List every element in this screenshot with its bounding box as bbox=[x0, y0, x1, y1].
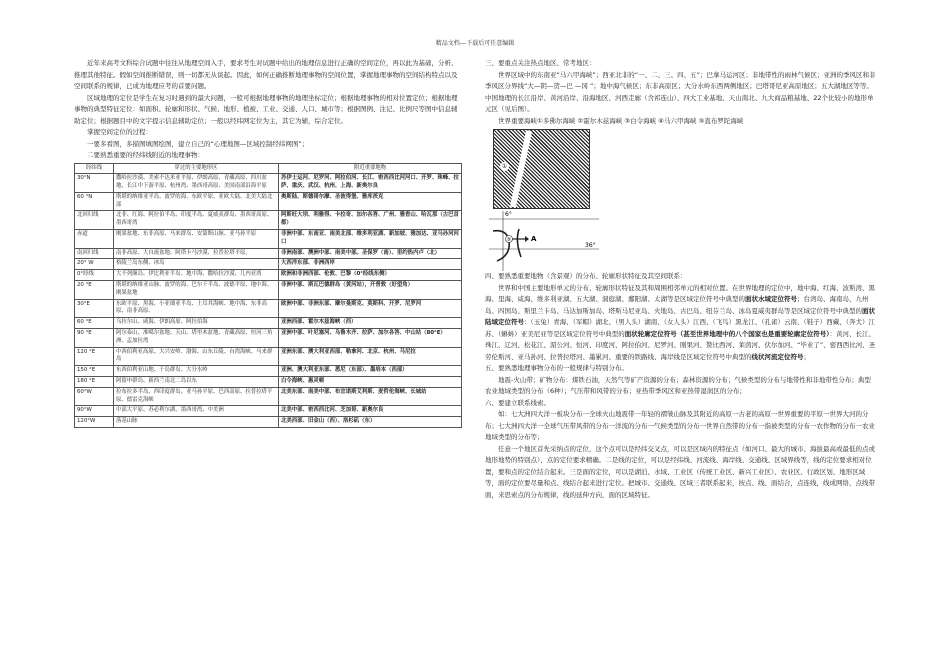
table-cell-lon: 南回归线 bbox=[75, 248, 114, 259]
table-row bbox=[75, 406, 462, 417]
table-row bbox=[75, 192, 462, 211]
table-cell-terrain: 大不列颠岛、伊比利亚半岛、地中海、撒哈拉沙漠、几内亚湾 bbox=[114, 270, 279, 281]
table-header-features: 附近重要地物 bbox=[279, 163, 462, 174]
table-cell-lon: 180 °E bbox=[75, 377, 114, 388]
table-cell-lon: 120 °E bbox=[75, 347, 114, 366]
table-cell-lon: 90 °E bbox=[75, 329, 114, 348]
table-cell-lon: 90°W bbox=[75, 406, 114, 417]
section-3-paragraph: 世界区域中的东南亚“马六甲海峡”；西亚北非的“一、二、三、四、五”；巴拿马运河区；非地带性的雨林气候区；亚洲的季风区和非季风区分界线“大—阴—贺—巴 —冈 ”；地中海气候区；东非高原区；大分水岭东西两侧地区；巴塔哥尼亚高原地区；五大湖地区等等。 中国地理的长江沿岸、黄河沿岸、沿海地区、河西走廊（含祁连山）、四大工业基地、天山南北、九大商品粮基地、22个比较小的地形单元区（见后图）。 bbox=[485, 70, 876, 113]
table-cell-features: 非洲南部、澳洲中部、南美中部。圣保罗（南）、里约热内卢（北） bbox=[279, 248, 462, 259]
table-row bbox=[75, 417, 462, 428]
table-cell-features: 亚洲、澳大利亚东部、悉尼（东部）、墨培本（西部） bbox=[279, 366, 462, 377]
table-row bbox=[75, 366, 462, 377]
table-header-row bbox=[75, 163, 462, 174]
table-cell-features: 阿斯旺大坝、利雅得、卡拉奇、加尔各答、广州、雅香山、哈瓦那（古巴首都） bbox=[279, 211, 462, 230]
table-cell-terrain: 东欧平原、黑海、小亚细亚半岛、土耳其海峡、地中海、东非高原、南非高原、 bbox=[114, 299, 279, 318]
table-cell-features: 欧洲中部、非洲东部、摩尔曼斯克、莫斯科、开罗、尼罗河 bbox=[279, 299, 462, 318]
table-cell-features: 亚洲东部、澳大利亚西部、勒拿河、北京、杭州、马尼拉 bbox=[279, 347, 462, 366]
gibraltar-map bbox=[489, 211, 599, 271]
table-cell-lon: 150 °E bbox=[75, 366, 114, 377]
table-row bbox=[75, 329, 462, 348]
table-row bbox=[75, 299, 462, 318]
strait-map bbox=[493, 129, 590, 209]
table-cell-terrain: 南非高原、大自流盆地、阿塔卡马沙漠、拉普拉塔平原。 bbox=[114, 248, 279, 259]
land-hatch bbox=[494, 130, 589, 208]
table-cell-terrain: 落基山脉 bbox=[114, 417, 279, 428]
strait-caption: 世界重要海峡①多佛尔海峡 ②霍尔木兹海峡 ③白令海峡 ④马六甲海峡 ⑤直布罗陀海峡 bbox=[498, 116, 744, 125]
table-row bbox=[75, 347, 462, 366]
table-header-lon: 经纬线 bbox=[75, 163, 114, 174]
table-cell-lon: 赤道 bbox=[75, 230, 114, 249]
table-row bbox=[75, 230, 462, 249]
table-cell-features: 奥斯陆、斯德哥尔摩、圣彼得堡、雅库茨克 bbox=[279, 192, 462, 211]
table-cell-terrain: 斯堪的纳维亚半岛、波罗的海、东欧平原、亚欧大陆、北美大陆北部 bbox=[114, 192, 279, 211]
s4-text-1: 世界和中国主要地形单元的分布、轮廓形状特征及其和周围相邻单元的相对位置。在世界地理的定位中，地中海、红海、波斯湾、黑海、里海、咸海、维多利亚湖、五大湖、洞庭湖、鄱阳湖、太湖等是区域定位符号中典型的 bbox=[485, 283, 875, 303]
s4-bold-4: 线状河流定位符号 bbox=[751, 352, 804, 361]
table-cell-terrain: 乌拉尔山、咸海、伊朗高原、阿拉伯海 bbox=[114, 318, 279, 329]
s4-text-2: ；台湾岛、海南岛、九州岛、四国岛、斯里兰卡岛、马达加斯加岛、塔斯马尼亚岛、火地岛、古巴岛、纽芬兰岛、冰岛夏威夷群岛等是区域定位符号中典型的 bbox=[485, 295, 869, 315]
table-cell-terrain: 北非、红海、阿拉伯半岛、印度半岛、夏威夷群岛、墨西哥高原、墨西哥湾 bbox=[114, 211, 279, 230]
map2-deg-2: 36° bbox=[585, 242, 596, 249]
lat-lon-table bbox=[74, 163, 462, 429]
table-cell-lon: 30°N bbox=[75, 174, 114, 193]
step-1: 一要多看图，多描图填图绘图，建立自己的“心理地图—区域控制经纬网图”； bbox=[87, 139, 309, 148]
section-6-paragraph-2: 任意一个地区首先采纳点的定位，这个点可以是经纬交叉点，可以是区域内的特征点（如河口、最大的城市、海拔最高或最低的点或地形地势的特别点），点的定位要求精确。二是线的定位，可以是经纬线、河流线、海岸线、交通线、区域界线等，线的定位要求相对位置，要和点的定位结合起来。三是面的定位，可以是湖泊、水域、工业区（传统工业区、新兴工业区）、农业区、行政区划、地形区域等，面的定位要尽量和点、线结合起来进行定位。把城市、交通线、区域三者联系起来，按点、线、面结合，点连线，线成网络，点线带面，来思索点的分布规律，线的延伸方向，面的区域特征。 bbox=[485, 444, 875, 499]
table-row bbox=[75, 211, 462, 230]
table-row bbox=[75, 174, 462, 193]
table-cell-lon: 北回归线 bbox=[75, 211, 114, 230]
table-row bbox=[75, 387, 462, 406]
intro-paragraph-1: 近年来高考文科综合试题中往往从地理空间入手，要求考生对试题中给出的地理信息进行正确的空间定位，再以此为基础，分析、推理其他特征。假如空间推断错误，则一切都无从谈起。因此，如何正确推断地理事物的空间位置，掌握地理事物的空间结构特点以及空间联系的规律，已成为地理应考的首要问题。 bbox=[74, 59, 458, 90]
table-row bbox=[75, 259, 462, 270]
table-cell-lon: 20 °E bbox=[75, 281, 114, 300]
table-cell-features: 苏伊士运河、尼罗河、阿拉伯河、长江、密西西比河河口、开罗、珠峰、拉萨、重庆、武汉、杭州、上海、新奥尔良 bbox=[279, 174, 462, 193]
table-cell-terrain: 中西伯利亚高原、大兴安岭、渤海、山东丘陵、台湾海峡、马来群岛 bbox=[114, 347, 279, 366]
table-row bbox=[75, 318, 462, 329]
table-cell-lon: 60°W bbox=[75, 387, 114, 406]
s4-text-3: ：（玉兔）青海、（军帽）湖北、（男人头）湖南、（女人头）江西、（飞鸟）黑龙江、（孔雀）云南、（鞋子）西藏、（奔犬）江苏、（蝌蚪）亚美尼亚等是区域定位符号中典型的 bbox=[485, 318, 875, 338]
table-cell-lon: 120°W bbox=[75, 417, 114, 428]
arrow-a-head bbox=[525, 236, 529, 242]
table-cell-terrain: 刚果盆地、东非高原、马来群岛、安第斯山脉、亚马孙平原 bbox=[114, 230, 279, 249]
table-cell-terrain: 斯堪的纳维亚山脉、波罗的海、巴尔干半岛、波德平原、地中海、刚果盆地 bbox=[114, 281, 279, 300]
header-note: 精品文档---下载后可任意编辑 bbox=[435, 40, 515, 47]
section-4-title: 四、要熟悉重要地物（含景观）的分布、轮廓形状特征及其空间联系： bbox=[485, 272, 687, 280]
section-5-paragraph: 地震-火山带；矿物分布：煤铁石油，天然气等矿产资源的分布；森林资源的分布；气候类型的分布与地带性和非地带性分布；典型农业地域类型的分布（6种）；气压带和风带的分布；亚热带季风区和亚热带湿润区的分布； bbox=[485, 375, 871, 395]
table-row bbox=[75, 248, 462, 259]
section-6-paragraph-1: 如：七大洲四大洋一板块分布一全球火山地震带一年轻的褶皱山脉及其附近的高原一古老的高原一世界重要的平原一世界大河的分布；七大洲四大洋一全球气压带风带的分布一洋流的分布一气候类型的分布一世界自然带的分布一指被类型的分布一农作物的分布一农业地域类型的分布等； bbox=[485, 410, 875, 441]
step-2: 二要熟悉重要的经纬线附近的地理事物： bbox=[87, 151, 204, 159]
table-cell-features: 大西洋东部、非洲西岸 bbox=[279, 259, 462, 270]
table-cell-terrain: 撒哈拉沙漠、美索不达米亚平原、伊朗高原、青藏高原、四川盆地、长江中下游平原、杭州湾、墨西哥高原、美国南部沿海平原 bbox=[114, 174, 279, 193]
table-cell-lon: 20° W bbox=[75, 259, 114, 270]
s4-text-5: ； bbox=[803, 352, 810, 361]
table-cell-lon: 60 °N bbox=[75, 192, 114, 211]
section-4-paragraph bbox=[485, 283, 877, 364]
s4-text-4: ：黄河、长江、珠江、辽河、松花江、湄公河、恒河、印度河、阿拉伯河、尼罗河、刚果河、赞比西河、莱茵河、伏尔加河、“毕业了”、密西西比河、圣劳伦斯河、亚马孙河、拉普拉塔河、墨累河、重要的铁路线、海岸线是区域定位符号中典型的 bbox=[485, 329, 876, 361]
current-arrow-2 bbox=[517, 229, 521, 257]
s4-bold-2: 面状陆域定位符号 bbox=[485, 306, 875, 326]
table-cell-features: 北美西部、旧金山（西）、洛杉矶（东） bbox=[279, 417, 462, 428]
left-column bbox=[74, 58, 462, 428]
table-cell-features: 白令海峡、惠灵顿 bbox=[279, 377, 462, 388]
right-column bbox=[485, 58, 877, 501]
table-cell-terrain: 东西伯利亚山地、千岛群岛、大分水岭 bbox=[114, 366, 279, 377]
table-header-terrain: 穿过的主要地形区 bbox=[114, 163, 279, 174]
table-row bbox=[75, 281, 462, 300]
table-cell-lon: 60 °E bbox=[75, 318, 114, 329]
table-cell-terrain: 拉布拉多半岛、西印度群岛、亚马孙平原、巴西高原、拉普拉塔平原、德雷克海峡 bbox=[114, 387, 279, 406]
map2-circle-label: ⑤ bbox=[506, 237, 512, 243]
s4-bold-3: 面状轮廓定位符号（甚至世界地理中的八个国家也是重要轮廓定位符号） bbox=[624, 329, 830, 338]
table-cell-features: 亚洲中部、叶尼塞河、乌鲁木齐、拉萨、加尔各答、中山站（80°E） bbox=[279, 329, 462, 348]
table-cell-lon: 30°E bbox=[75, 299, 114, 318]
strait-label-1: ① bbox=[501, 163, 508, 170]
table-cell-terrain: 中部大平原、苏必利尔湖、墨西哥湾、中美洲 bbox=[114, 406, 279, 417]
table-cell-terrain: 阿尔泰山、准噶尔盆地、天山、塔里木盆地、青藏高原、恒河三角洲、孟加拉湾 bbox=[114, 329, 279, 348]
section-3-title: 三、要重点关注热点地区、常考地区： bbox=[485, 59, 596, 67]
method-title: 掌握空间定位的过程： bbox=[87, 128, 152, 136]
table-cell-features: 非洲中部、东南亚、南美北部、维多利亚湖、新加坡、雅加达、亚马孙河河口 bbox=[279, 230, 462, 249]
table-row bbox=[75, 377, 462, 388]
table-cell-lon: 0°经线 bbox=[75, 270, 114, 281]
map2-deg-1: 6° bbox=[505, 211, 512, 218]
s4-bold-1: 面状水域定位符号 bbox=[745, 295, 797, 303]
map2-letter: A bbox=[531, 235, 537, 243]
table-cell-features: 北美中部、密西西比河、芝加哥、新奥尔良 bbox=[279, 406, 462, 417]
current-arrow-1 bbox=[493, 231, 512, 261]
table-cell-features: 亚洲西部、霍尔木兹海峡（西） bbox=[279, 318, 462, 329]
section-5-title: 五、要熟悉地理事物分布的一般规律与特别分布。 bbox=[485, 364, 628, 372]
table-row bbox=[75, 270, 462, 281]
table-cell-terrain: 阿留申群岛、新西兰南北二岛以东 bbox=[114, 377, 279, 388]
table-cell-features: 北美东部、南美中部、布宜诺斯艾利斯、麦哲伦海峡、长城站 bbox=[279, 387, 462, 406]
intro-paragraph-2: 区域地理的定位是学生在复习时遇到的最大问题，一般可根据地理事物的地理坐标定位；根据地理事物的相对位置定位；根据地理事物的典型特征定位：如面积、轮廓和形状、气候、地形、植被、工业、交通、人口、城市等；根据图例、注记、比例尺等图中信息辅助定位；根据题目中的文字提示信息辅助定位；一般以经纬网定位为主，其它为辅，综合定位。 bbox=[74, 93, 458, 125]
gibraltar-map-svg bbox=[489, 211, 599, 271]
table-cell-terrain: 格陵兰岛东侧、冰岛 bbox=[114, 259, 279, 270]
table-cell-features: 非洲中部、斯瓦巴德群岛（黄河站），开普敦（好望角） bbox=[279, 281, 462, 300]
table-cell-features: 欧洲和非洲西部、伦敦、巴黎（0°经线东侧） bbox=[279, 270, 462, 281]
section-6-title: 六、要建立联系线索。 bbox=[485, 398, 550, 407]
